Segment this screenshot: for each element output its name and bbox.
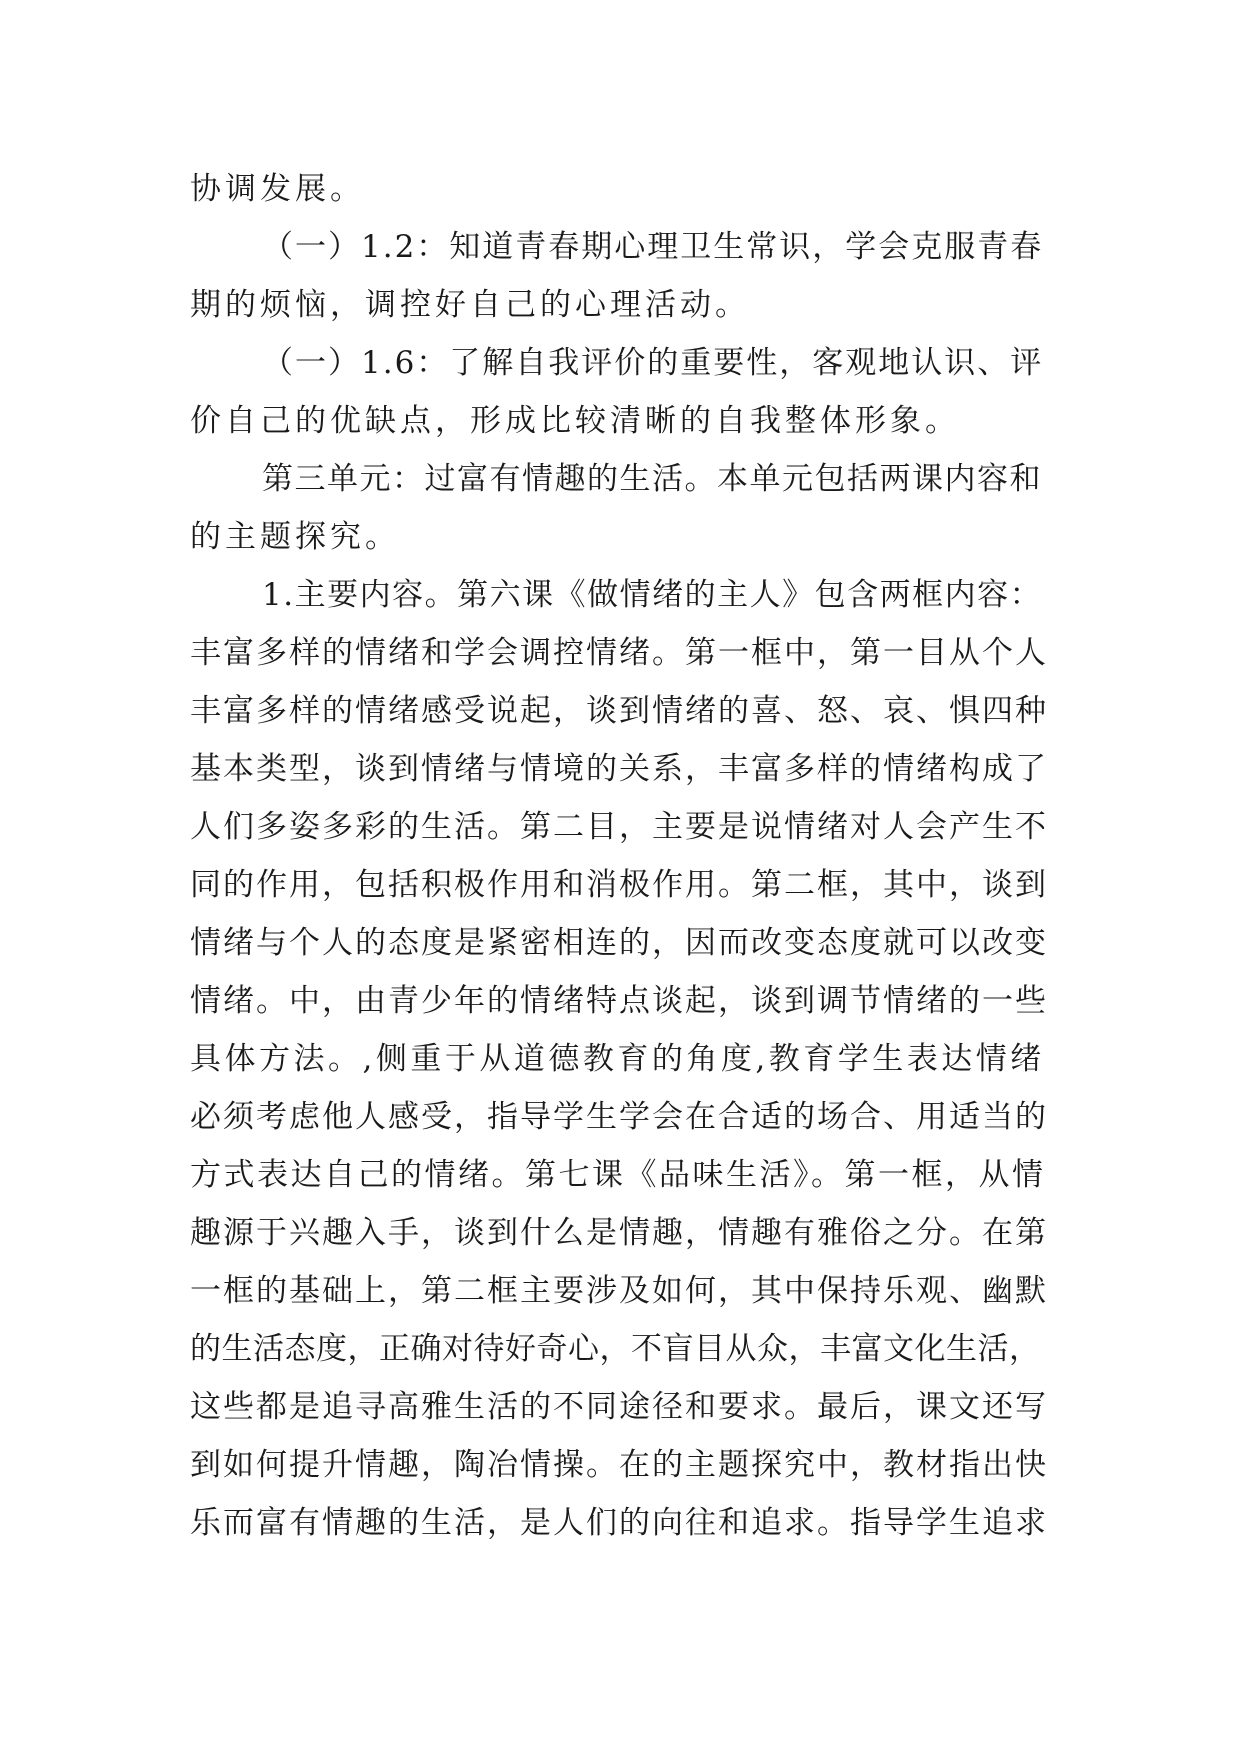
text-line: 丰富多样的情绪和学会调控情绪。第一框中，第一目从个人 <box>190 635 1048 671</box>
text-line: 必须考虑他人感受，指导学生学会在合适的场合、用适当的 <box>190 1099 1048 1135</box>
text-line: 具体方法。,侧重于从道德教育的角度,教育学生表达情绪 <box>190 1041 1045 1077</box>
text-line: 情绪与个人的态度是紧密相连的，因而改变态度就可以改变 <box>190 925 1048 961</box>
text-line: 价自己的优缺点，形成比较清晰的自我整体形象。 <box>190 403 960 439</box>
document-body <box>190 160 1050 1552</box>
text-line: 乐而富有情趣的生活，是人们的向往和追求。指导学生追求 <box>190 1505 1048 1541</box>
text-line: 的主题探究。 <box>190 519 400 555</box>
text-line: 的生活态度，正确对待好奇心，不盲目从众，丰富文化生活， <box>190 1331 1041 1367</box>
text-line: 一框的基础上，第二框主要涉及如何，其中保持乐观、幽默 <box>190 1273 1048 1309</box>
text-line: 期的烦恼，调控好自己的心理活动。 <box>190 287 750 323</box>
text-line: 协调发展。 <box>190 171 365 207</box>
document-page <box>190 160 1050 1552</box>
text-line: 趣源于兴趣入手，谈到什么是情趣，情趣有雅俗之分。在第 <box>190 1215 1048 1251</box>
text-line: 到如何提升情趣，陶冶情操。在的主题探究中，教材指出快 <box>190 1447 1048 1483</box>
text-line: 方式表达自己的情绪。第七课《品味生活》。第一框，从情 <box>190 1157 1046 1193</box>
text-line: （一）1.2：知道青春期心理卫生常识，学会克服青春 <box>262 229 1044 265</box>
text-line: 同的作用，包括积极作用和消极作用。第二框，其中，谈到 <box>190 867 1048 903</box>
text-line: 1.主要内容。第六课《做情绪的主人》包含两框内容： <box>262 577 1043 613</box>
text-line: 情绪。中，由青少年的情绪特点谈起，谈到调节情绪的一些 <box>190 983 1048 1019</box>
text-line: 丰富多样的情绪感受说起，谈到情绪的喜、怒、哀、惧四种 <box>190 693 1048 729</box>
text-line: 这些都是追寻高雅生活的不同途径和要求。最后，课文还写 <box>190 1389 1048 1425</box>
text-line: 第三单元：过富有情趣的生活。本单元包括两课内容和 <box>262 461 1042 497</box>
text-line: 基本类型，谈到情绪与情境的关系，丰富多样的情绪构成了 <box>190 751 1048 787</box>
text-line: 人们多姿多彩的生活。第二目，主要是说情绪对人会产生不 <box>190 809 1048 845</box>
text-line: （一）1.6：了解自我评价的重要性，客观地认识、评 <box>262 345 1044 381</box>
